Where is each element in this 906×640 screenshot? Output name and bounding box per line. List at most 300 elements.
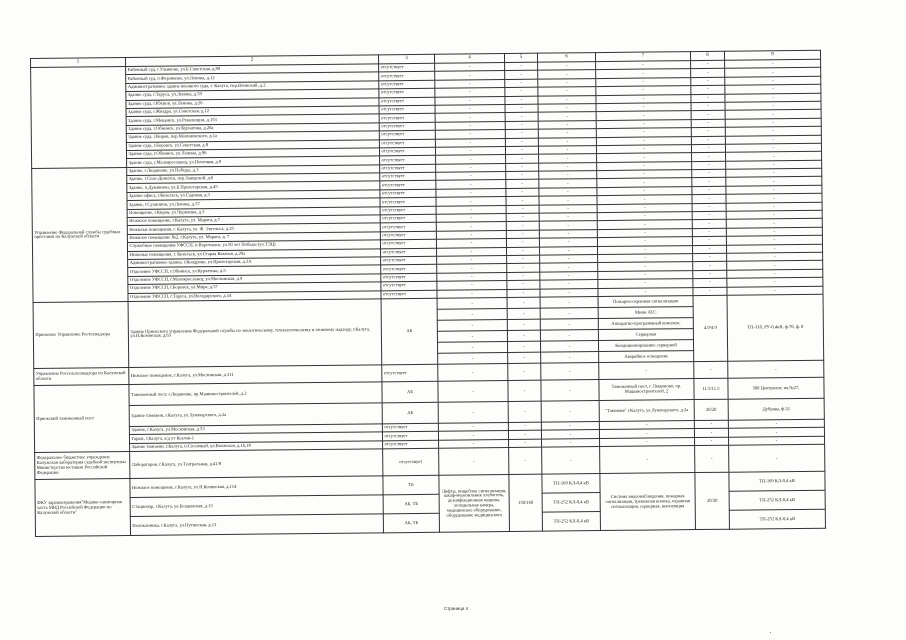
dash-cell: -	[693, 253, 727, 262]
address-cell: Здание, п.Думиничи, ул.Б.Пролетарская, д.45	[127, 181, 380, 192]
feeder-cell: ТП-252 КЛ-0,4 кВ	[729, 509, 825, 529]
dash-cell: -	[539, 179, 597, 188]
dash-cell: -	[437, 256, 507, 265]
backup-cell: отсутствует	[379, 122, 435, 131]
dash-cell: -	[506, 188, 539, 197]
dash-cell: -	[728, 360, 824, 378]
dash-cell: -	[725, 118, 821, 127]
feeder-cell: ТП-252 КЛ-0,4 кВ	[729, 490, 825, 510]
system-cell: "Таможня" г.Калуга, ул.Луначарского, д.2а	[599, 400, 694, 422]
dash-cell: -	[727, 277, 823, 286]
system-cell: Аппаратно-программный комплекс	[598, 318, 693, 330]
backup-cell: отсутствует	[380, 189, 436, 198]
dash-cell: -	[538, 137, 596, 146]
address-cell: Здание, г.Людиново, ул.Победы, д.3	[127, 165, 380, 176]
dash-cell: -	[505, 96, 538, 105]
dash-cell: -	[435, 104, 505, 113]
address-cell: Здание суда, г.Боровск, ул.Советская, д.8	[126, 139, 379, 150]
capacity-cell: 150/160	[509, 474, 543, 531]
dash-cell: -	[435, 113, 505, 122]
address-cell: Отделение УФССП, г.Таруса, ул.Володарского, д.14	[128, 290, 381, 301]
backup-cell: отсутствует	[381, 290, 437, 299]
dash-cell: -	[596, 136, 691, 145]
dash-cell: -	[540, 288, 598, 297]
dash-cell: -	[596, 111, 691, 120]
backup-cell: АБ, ТБ	[383, 513, 439, 533]
dash-cell: -	[597, 195, 692, 204]
dash-cell: -	[505, 104, 538, 113]
dash-cell: -	[506, 222, 539, 231]
backup-cell: отсутствует	[380, 239, 436, 248]
dash-cell: -	[693, 278, 727, 287]
backup-cell: отсутствует	[379, 130, 435, 139]
dash-cell: -	[539, 238, 597, 247]
dash-cell: -	[538, 62, 596, 71]
dash-cell: -	[436, 172, 506, 181]
dash-cell: -	[437, 289, 507, 298]
dash-cell: -	[508, 363, 541, 380]
dash-cell: -	[507, 308, 540, 319]
backup-cell: отсутствует	[379, 80, 435, 89]
dash-cell: -	[692, 161, 726, 170]
address-cell: Административное здание военного суда, г. Калуга, пер.Воинский, д.2	[126, 81, 379, 92]
substation-cell: ТП-252 КЛ-0,4 кВ	[542, 512, 600, 532]
dash-cell: -	[693, 287, 727, 296]
dash-cell: -	[506, 196, 539, 205]
dash-cell: -	[691, 60, 725, 69]
column-number: 7	[595, 52, 690, 62]
backup-cell: отсутствует	[381, 265, 437, 274]
dash-cell: -	[506, 171, 539, 180]
dash-cell: -	[725, 101, 821, 110]
backup-cell: отсутствует	[379, 72, 435, 81]
register-table	[30, 50, 826, 537]
column-number: 6	[537, 53, 595, 63]
dash-cell: -	[507, 297, 540, 308]
dash-cell: -	[692, 228, 726, 237]
column-number: 9	[724, 50, 820, 60]
system-cell: Мини АТС	[598, 307, 693, 319]
address-cell: Здание офиса, г.Козельск, ул.Садовая, д.3	[127, 190, 380, 201]
column-number: 3	[378, 54, 434, 64]
address-cell: Здание, г.Калуга, ул.Московская, д.53	[129, 424, 382, 435]
dash-cell: -	[596, 61, 691, 70]
dash-cell: -	[596, 103, 691, 112]
dash-cell: -	[599, 429, 694, 438]
dash-cell: -	[508, 352, 541, 363]
dash-cell: -	[506, 213, 539, 222]
dash-cell: -	[508, 430, 541, 439]
dash-cell: -	[539, 162, 597, 171]
dash-cell: -	[508, 422, 541, 431]
dash-cell: -	[538, 129, 596, 138]
dash-cell: -	[726, 210, 822, 219]
address-cell: Районный суд, г.Ульяново, ул.Б.Советская, д.89	[126, 64, 379, 75]
dash-cell: -	[507, 264, 540, 273]
dash-cell: -	[725, 84, 821, 93]
address-cell: Лаборатория, г.Калуга, ул.Театральная, д.41/8	[130, 449, 383, 479]
dash-cell: -	[538, 104, 596, 113]
dash-cell: -	[599, 421, 694, 430]
backup-cell: отсутствует	[380, 181, 436, 190]
dash-cell: -	[725, 68, 821, 77]
dash-cell: -	[693, 262, 727, 271]
scan-speck	[770, 632, 771, 633]
dash-cell: -	[540, 255, 598, 264]
dash-cell: -	[506, 230, 539, 239]
address-cell: Отделение УФССП, г.Боровск, ул.Мира, д.57	[128, 282, 381, 293]
dash-cell: -	[539, 229, 597, 238]
address-cell: Отделение УФССП, г.Малоярославец, ул.Московская, д.9	[128, 274, 381, 285]
dash-cell: -	[598, 262, 693, 271]
column-number: 8	[690, 51, 724, 60]
dash-cell: -	[726, 160, 822, 169]
dash-cell: -	[436, 230, 506, 239]
address-cell: Административное здание, г.Кондрово, ул.Пролетарская, д.3А	[128, 257, 381, 268]
dash-cell: -	[600, 446, 695, 474]
dash-cell: -	[725, 93, 821, 102]
dash-cell: -	[726, 177, 822, 186]
dash-cell: -	[437, 330, 507, 342]
dash-cell: -	[540, 280, 598, 289]
org-cell: Приокский таможенный пост	[34, 384, 130, 452]
backup-cell: отсутствует	[381, 248, 437, 257]
dash-cell: -	[436, 180, 506, 189]
dash-cell: -	[436, 197, 506, 206]
feeder-cell: ТП-310, РУ-0,4кВ, ф.70, ф. 8	[727, 294, 824, 361]
dash-cell: -	[540, 340, 598, 352]
address-cell: Здание Приокского управления Федеральной службы по экологическому, технологическому и атомному надзору, г.Калуга, ул.Н.Козинская, д.63	[128, 299, 382, 368]
dash-cell: -	[541, 351, 599, 363]
dash-cell: -	[505, 71, 538, 80]
dash-cell: -	[728, 419, 824, 428]
org-cell: ФКУ здравоохранения"Медико-санитарная часть МВД Российской Федерации по Калужской области"	[35, 479, 131, 537]
power-cell: 20/20	[695, 472, 730, 529]
org-cell-continued	[31, 66, 127, 168]
dash-cell: -	[726, 219, 822, 228]
dash-cell: -	[538, 87, 596, 96]
dash-cell: -	[691, 77, 725, 86]
org-cell: Управление Россельхознадзора по Калужской области	[34, 367, 129, 385]
dash-cell: -	[505, 129, 538, 138]
dash-cell: -	[506, 238, 539, 247]
dash-cell: -	[597, 203, 692, 212]
dash-cell: -	[540, 271, 598, 280]
address-cell: Помещение, г.Киров, ул.Чурилина, д.3	[127, 206, 380, 217]
address-cell: Здание суда, г.Малоярославец, ул.Почтовая, д.9	[127, 156, 380, 167]
dash-cell: -	[726, 202, 822, 211]
dash-cell: -	[439, 448, 509, 476]
dash-cell: -	[691, 119, 725, 128]
dash-cell: -	[435, 63, 505, 72]
dash-cell: -	[692, 211, 726, 220]
dash-cell: -	[726, 185, 822, 194]
address-cell: Нежилое помещение, г.Калуга, ул.Московская, д.311	[129, 365, 382, 385]
dash-cell: -	[597, 161, 692, 170]
dash-cell: -	[596, 144, 691, 153]
dash-cell: -	[505, 87, 538, 96]
dash-cell: -	[539, 213, 597, 222]
dash-cell: -	[691, 69, 725, 78]
dash-cell: -	[598, 287, 693, 296]
dash-cell: -	[437, 247, 507, 256]
dash-cell: -	[438, 352, 508, 364]
backup-cell: отсутствует	[379, 139, 435, 148]
backup-cell: ТБ	[383, 475, 439, 495]
dash-cell: -	[725, 76, 821, 85]
dash-cell: -	[507, 255, 540, 264]
dash-cell: -	[435, 146, 505, 155]
dash-cell: -	[541, 379, 599, 401]
dash-cell: -	[727, 252, 823, 261]
dash-cell: -	[691, 144, 725, 153]
dash-cell: -	[597, 178, 692, 187]
dash-cell: -	[435, 96, 505, 105]
dash-cell: -	[437, 264, 507, 273]
backup-cell: отсутствует	[379, 114, 435, 123]
backup-cell: отсутствует	[383, 448, 439, 476]
address-cell: Служебные помещения УФССП, п.Воротынск, ул.50 лет Победы (ул.ТЭЦ)	[127, 240, 380, 251]
dash-cell: -	[599, 362, 694, 380]
power-cell: 11.5/11.5	[694, 378, 728, 399]
dash-cell: -	[725, 110, 821, 119]
backup-cell: отсутствует	[379, 97, 435, 106]
address-cell: Отделение УФССП, г.Обнинск, ул.Курчатова, д.5	[128, 265, 381, 276]
address-cell: Здание суда, г.Таруса, ул.Ленина, д.59	[126, 89, 379, 100]
dash-cell: -	[539, 196, 597, 205]
dash-cell: -	[438, 422, 508, 431]
org-cell: Федеральное бюджетное учреждение Калужская лаборатория судебной экспертизы Министерства юстиции Российской Федерации	[35, 452, 130, 480]
dash-cell: -	[505, 121, 538, 130]
dash-cell: -	[436, 214, 506, 223]
system-cell: Пожарно-охранная сигнализация	[598, 296, 693, 308]
dash-cell: -	[692, 220, 726, 229]
page-footer: Страница 4	[444, 606, 469, 611]
dash-cell: -	[596, 94, 691, 103]
address-cell: Здание таможни, г.Калуга, ул.Луначарского, д.2а	[129, 403, 382, 427]
document-sheet	[30, 50, 826, 537]
dash-cell: -	[691, 111, 725, 120]
dash-cell: -	[598, 245, 693, 254]
dash-cell: -	[691, 136, 725, 145]
dash-cell: -	[540, 330, 598, 342]
dash-cell: -	[507, 272, 540, 281]
address-cell: Нежилые помещения, г. Козельск, ул.Старая Казачья, д.20а	[128, 248, 381, 259]
dash-cell: -	[538, 145, 596, 154]
dash-cell: -	[539, 187, 597, 196]
dash-cell: -	[507, 330, 540, 341]
dash-cell: -	[438, 431, 508, 440]
dash-cell: -	[725, 59, 821, 68]
address-cell: Нежилые помещения, г. Калуга, ул. Ф. Энгельса, д.25	[127, 223, 380, 234]
dash-cell: -	[506, 180, 539, 189]
backup-cell: отсутствует	[380, 164, 436, 173]
address-cell: Здание суда, г.Мещовск, ул.Революции, д.153	[126, 114, 379, 125]
column-number: 1	[31, 57, 126, 67]
dash-cell: -	[729, 444, 825, 472]
dash-cell: -	[509, 447, 542, 474]
backup-cell: отсутствует	[380, 172, 436, 181]
dash-cell: -	[507, 280, 540, 289]
dash-cell: -	[505, 146, 538, 155]
dash-cell: -	[506, 205, 539, 214]
dash-cell: -	[726, 152, 822, 161]
dash-cell: -	[598, 279, 693, 288]
address-cell: Здание суда, г.Юхнов, ул.Ленина, д.26	[126, 97, 379, 108]
org-cell: Приокское Управление Ростехнадзора	[33, 301, 129, 368]
dash-cell: -	[540, 246, 598, 255]
dash-cell: -	[505, 79, 538, 88]
dash-cell: -	[597, 220, 692, 229]
dash-cell: -	[437, 341, 507, 353]
address-cell: Нежилое помещение №2, г.Калуга, ул. Марата, д. 7	[127, 232, 380, 243]
feeder-cell: 500 Центролит, яч.№27,	[728, 377, 824, 399]
column-number: 4	[434, 54, 504, 64]
address-cell: Здание таможни, г.Калуга, п.Сосновый, ул.Волжская, д.16,18	[130, 441, 383, 452]
dash-cell: -	[437, 297, 507, 309]
address-cell: Здание, г.Спас-Деменск, пер.Заводской, д.6	[127, 173, 380, 184]
backup-cell: отсутствует	[379, 105, 435, 114]
backup-cell: отсутствует	[381, 273, 437, 282]
dash-cell: -	[692, 245, 726, 254]
substation-cell: ТП-252 КЛ-0,4 кВ	[542, 493, 600, 513]
backup-cell: отсутствует	[380, 198, 436, 207]
dash-cell: -	[596, 128, 691, 137]
dash-cell: -	[597, 186, 692, 195]
dash-cell: -	[541, 400, 599, 422]
dash-cell: -	[539, 204, 597, 213]
dash-cell: -	[728, 428, 824, 437]
dash-cell: -	[541, 421, 599, 430]
backup-cell: отсутствует	[382, 423, 438, 432]
dash-cell: -	[540, 319, 598, 331]
backup-cell: отсутствует	[380, 156, 436, 165]
dash-cell: -	[436, 155, 506, 164]
dash-cell: -	[540, 297, 598, 309]
backup-cell: отсутствует	[382, 432, 438, 441]
dash-cell: -	[693, 270, 727, 279]
backup-cell: АБ	[382, 402, 438, 424]
dash-cell: -	[542, 438, 600, 447]
dash-cell: -	[439, 439, 509, 448]
dash-cell: -	[507, 341, 540, 352]
dash-cell: -	[438, 401, 508, 423]
dash-cell: -	[726, 235, 822, 244]
dash-cell: -	[436, 205, 506, 214]
dash-cell: -	[506, 163, 539, 172]
backup-cell: отсутствует	[379, 147, 435, 156]
dash-cell: -	[505, 113, 538, 122]
dash-cell: -	[692, 203, 726, 212]
backup-cell: АБ	[381, 298, 438, 365]
backup-cell: АБ, ТБ	[383, 494, 439, 514]
dash-cell: -	[691, 102, 725, 111]
column-number: 2	[126, 55, 379, 67]
dash-cell: -	[438, 363, 508, 381]
dash-cell: -	[692, 236, 726, 245]
dash-cell: -	[508, 380, 541, 401]
address-cell: Здание суда, г.Жиздра, ул.Советская, д.12	[126, 106, 379, 117]
backup-cell: АБ	[382, 381, 438, 403]
dash-cell: -	[437, 281, 507, 290]
address-cell: Здание суда, г.Обнинск, ул.Ленина, д.96	[126, 148, 379, 159]
address-cell: Здание, г.Сухиничи, ул.Ленина, д.57	[127, 198, 380, 209]
dash-cell: -	[726, 193, 822, 202]
backup-cell: отсутствует	[379, 63, 435, 72]
dash-cell: -	[506, 154, 539, 163]
dash-cell: -	[726, 244, 822, 253]
column-number: 5	[504, 53, 537, 62]
dash-cell: -	[692, 169, 726, 178]
backup-cell: отсутствует	[382, 364, 438, 382]
dash-cell: -	[691, 85, 725, 94]
dash-cell: -	[600, 437, 695, 446]
dash-cell: -	[598, 254, 693, 263]
backup-cell: отсутствует	[380, 206, 436, 215]
backup-cell: отсутствует	[380, 231, 436, 240]
dash-cell: -	[727, 269, 823, 278]
dash-cell: -	[539, 154, 597, 163]
dash-cell: -	[437, 308, 507, 320]
backup-cell: отсутствует	[380, 214, 436, 223]
dash-cell: -	[725, 135, 821, 144]
dash-cell: -	[694, 429, 728, 438]
dash-cell: -	[435, 71, 505, 80]
backup-cell: отсутствует	[380, 223, 436, 232]
dash-cell: -	[596, 119, 691, 128]
dash-cell: -	[725, 126, 821, 135]
system-cell: Серверная	[598, 329, 693, 341]
address-cell: Таможенный пост, г.Людиново, пр.Машиностроителей, д.2	[129, 382, 382, 406]
dash-cell: -	[695, 445, 729, 472]
dash-cell: -	[509, 439, 542, 448]
dash-cell: -	[508, 401, 541, 422]
dash-cell: -	[505, 62, 538, 71]
backup-cell: отсутствует	[381, 256, 437, 265]
address-cell: Стационар, г.Калуга, ул.Болдинская, д.13	[130, 495, 383, 517]
dash-cell: -	[539, 221, 597, 230]
dash-cell: -	[541, 362, 599, 380]
address-cell: Гараж, г.Калуга, а/д от Козлов-1	[129, 432, 382, 443]
dash-cell: -	[538, 78, 596, 87]
dash-cell: -	[596, 86, 691, 95]
dash-cell: -	[694, 361, 728, 378]
dash-cell: -	[435, 138, 505, 147]
dash-cell: -	[436, 163, 506, 172]
system-cell: Таможенный пост, г. Людиново, пр. Машиностроителей, 2	[599, 379, 694, 401]
dash-cell: -	[505, 138, 538, 147]
dash-cell: -	[597, 228, 692, 237]
dash-cell: -	[507, 289, 540, 298]
dash-cell: -	[692, 178, 726, 187]
dash-cell: -	[507, 319, 540, 330]
address-cell: Нежилое помещение, г.Калуга, ул.Н.Козинская, д.114	[130, 476, 383, 498]
dash-cell: -	[596, 77, 691, 86]
dash-cell: -	[695, 437, 729, 446]
system-cell: Кондиционирование серверной	[598, 340, 693, 352]
dash-cell: -	[540, 308, 598, 320]
dash-cell: -	[436, 188, 506, 197]
power-cell: 4.9/4.9	[693, 295, 728, 361]
dash-cell: -	[538, 120, 596, 129]
backup-cell: отсутствует	[381, 281, 437, 290]
dash-cell: -	[729, 436, 825, 445]
backup-cell: отсутствует	[383, 440, 439, 449]
dash-cell: -	[597, 237, 692, 246]
address-cell: Здание суда, г.Киров, пер.Малиновского, д.1а	[126, 131, 379, 142]
dash-cell: -	[435, 88, 505, 97]
power-cell: 20/20	[694, 399, 728, 420]
